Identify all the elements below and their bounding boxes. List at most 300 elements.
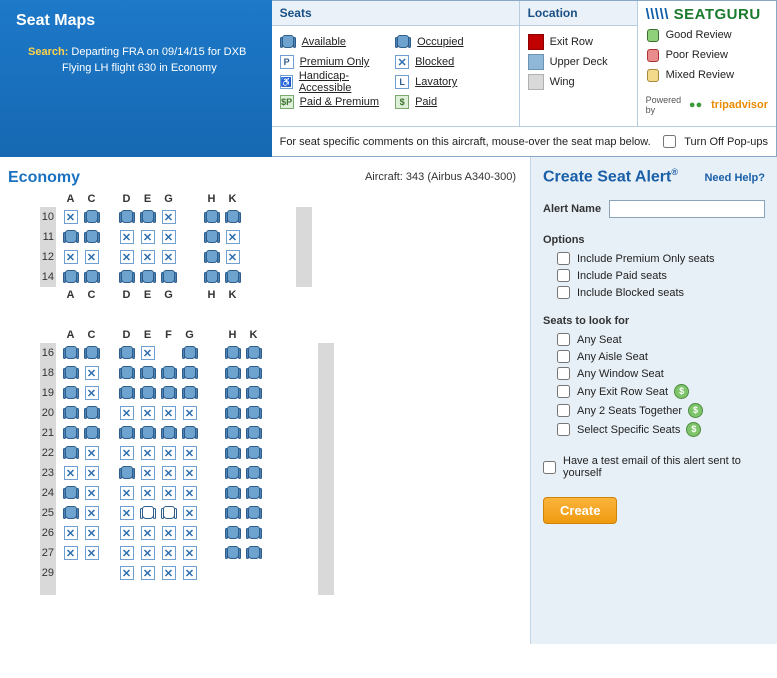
seat-cell-22G[interactable]: [179, 446, 200, 460]
seat-cell-21E[interactable]: [137, 426, 158, 440]
seat-cell-12G[interactable]: [158, 250, 179, 264]
look-option-checkbox-5[interactable]: [557, 423, 570, 436]
seat-occupied[interactable]: [63, 270, 79, 284]
seat-cell-24H[interactable]: [222, 486, 243, 500]
seat-blocked[interactable]: ✕: [85, 486, 99, 500]
seat-cell-10C[interactable]: [81, 210, 102, 224]
seat-cell-18C[interactable]: [81, 366, 102, 380]
seat-cell-23K[interactable]: [243, 466, 264, 480]
seat-occupied[interactable]: [119, 386, 135, 400]
seat-cell-20F[interactable]: [158, 406, 179, 420]
seat-blocked[interactable]: ✕: [64, 526, 78, 540]
look-option-checkbox-2[interactable]: [557, 367, 570, 380]
seat-blocked[interactable]: ✕: [162, 466, 176, 480]
seat-map-section-forward[interactable]: [28, 191, 530, 303]
seat-occupied[interactable]: [161, 366, 177, 380]
seat-cell-12E[interactable]: [137, 250, 158, 264]
seat-cell-20C[interactable]: [81, 406, 102, 420]
seat-occupied[interactable]: [84, 346, 100, 360]
seat-cell-29E[interactable]: [137, 566, 158, 580]
seat-occupied[interactable]: [140, 270, 156, 284]
seat-cell-21G[interactable]: [179, 426, 200, 440]
seat-cell-18E[interactable]: [137, 366, 158, 380]
seat-blocked[interactable]: ✕: [141, 230, 155, 244]
look-option-3[interactable]: [557, 384, 765, 399]
seat-cell-20G[interactable]: [179, 406, 200, 420]
legend-label: Exit Row: [549, 36, 593, 48]
seat-blocked[interactable]: ✕: [120, 506, 134, 520]
look-option-4[interactable]: [557, 403, 765, 418]
look-option-label-0: Any Seat: [577, 333, 622, 346]
seat-occupied[interactable]: [246, 406, 262, 420]
seat-cell-18F[interactable]: [158, 366, 179, 380]
seat-occupied[interactable]: [140, 426, 156, 440]
column-header-row: [28, 191, 530, 207]
seat-cell-20E[interactable]: [137, 406, 158, 420]
seat-blocked[interactable]: ✕: [85, 526, 99, 540]
seat-cell-16G[interactable]: [179, 346, 200, 360]
seat-cell-10A[interactable]: [60, 210, 81, 224]
seat-cell-21K[interactable]: [243, 426, 264, 440]
seat-cell-10E[interactable]: [137, 210, 158, 224]
cabin-title: Economy: [8, 169, 81, 186]
seat-row: [28, 383, 530, 403]
seat-cell-16A[interactable]: [60, 346, 81, 360]
seat-occupied[interactable]: [204, 250, 220, 264]
look-option-checkbox-1[interactable]: [557, 350, 570, 363]
seat-blocked[interactable]: ✕: [120, 486, 134, 500]
test-email-checkbox[interactable]: [543, 461, 556, 474]
seat-blocked[interactable]: ✕: [162, 526, 176, 540]
seat-blocked[interactable]: ✕: [183, 566, 197, 580]
seat-cell-19A[interactable]: [60, 386, 81, 400]
seat-cell-22F[interactable]: [158, 446, 179, 460]
seat-blocked[interactable]: ✕: [85, 506, 99, 520]
seat-cell-27A[interactable]: [60, 546, 81, 560]
seat-blocked[interactable]: ✕: [120, 566, 134, 580]
seat-cell-18D[interactable]: [116, 366, 137, 380]
row-number: 22: [41, 447, 54, 459]
seat-occupied[interactable]: [84, 270, 100, 284]
seat-occupied[interactable]: [204, 230, 220, 244]
seat-blocked[interactable]: ✕: [183, 446, 197, 460]
seat-blocked[interactable]: ✕: [183, 466, 197, 480]
seat-cell-22D[interactable]: [116, 446, 137, 460]
options-title: Options: [543, 234, 585, 247]
seat-occupied[interactable]: [204, 270, 220, 284]
seat-cell-12A[interactable]: [60, 250, 81, 264]
seat-cell-16H[interactable]: [222, 346, 243, 360]
seat-blocked[interactable]: ✕: [85, 366, 99, 380]
seat-blocked[interactable]: ✕: [141, 250, 155, 264]
seat-row: [28, 343, 530, 363]
seat-occupied[interactable]: [119, 270, 135, 284]
seat-occupied[interactable]: [246, 486, 262, 500]
seat-cell-27G[interactable]: [179, 546, 200, 560]
seat-blocked[interactable]: ✕: [183, 486, 197, 500]
search-line-1: Departing FRA on 09/14/15 for DXB: [71, 46, 247, 58]
seat-occupied[interactable]: [246, 466, 262, 480]
create-button[interactable]: Create: [543, 497, 617, 524]
seat-blocked[interactable]: ✕: [183, 406, 197, 420]
test-email-row[interactable]: [543, 455, 765, 479]
seat-blocked[interactable]: ✕: [141, 446, 155, 460]
seat-occupied[interactable]: [225, 406, 241, 420]
seat-cell-25C[interactable]: [81, 506, 102, 520]
legend-label: Upper Deck: [549, 56, 608, 68]
seat-cell-16D[interactable]: [116, 346, 137, 360]
seat-occupied[interactable]: [84, 426, 100, 440]
seat-occupied[interactable]: [204, 210, 220, 224]
seat-cell-23A[interactable]: [60, 466, 81, 480]
legend-location-header: Location: [520, 1, 637, 26]
seat-occupied[interactable]: [225, 506, 241, 520]
look-option-checkbox-3[interactable]: [557, 385, 570, 398]
option-2[interactable]: [557, 286, 765, 299]
seat-blocked[interactable]: ✕: [64, 466, 78, 480]
seat-occupied[interactable]: [119, 346, 135, 360]
seat-map-section-aft[interactable]: [28, 327, 530, 583]
seat-cell-25G[interactable]: [179, 506, 200, 520]
seat-cell-25H[interactable]: [222, 506, 243, 520]
seat-blocked[interactable]: ✕: [141, 346, 155, 360]
seat-occupied[interactable]: [119, 426, 135, 440]
seat-blocked[interactable]: ✕: [85, 386, 99, 400]
seat-occupied[interactable]: [225, 346, 241, 360]
seat-cell-14D[interactable]: [116, 270, 137, 284]
seat-occupied[interactable]: [182, 346, 198, 360]
legend-item-occupied: [395, 32, 511, 52]
option-checkbox-0[interactable]: [557, 252, 570, 265]
seat-cell-14A[interactable]: [60, 270, 81, 284]
seat-occupied[interactable]: [225, 526, 241, 540]
seat-cell-25E[interactable]: [137, 506, 158, 520]
seat-blocked[interactable]: ✕: [120, 526, 134, 540]
seat-occupied[interactable]: [140, 210, 156, 224]
seat-row: [28, 503, 530, 523]
need-help-link[interactable]: Need Help?: [704, 172, 765, 185]
seats-to-look-for-title: Seats to look for: [543, 315, 630, 328]
seat-cell-29F[interactable]: [158, 566, 179, 580]
seat-cell-19C[interactable]: [81, 386, 102, 400]
seat-occupied[interactable]: [63, 230, 79, 244]
seat-occupied[interactable]: [63, 446, 79, 460]
seat-cell-18K[interactable]: [243, 366, 264, 380]
seat-cell-21D[interactable]: [116, 426, 137, 440]
seat-occupied[interactable]: [246, 506, 262, 520]
seat-occupied[interactable]: [140, 366, 156, 380]
seat-blocked[interactable]: ✕: [162, 230, 176, 244]
seat-blocked[interactable]: ✕: [162, 446, 176, 460]
seat-cell-12C[interactable]: [81, 250, 102, 264]
seat-blocked[interactable]: ✕: [183, 506, 197, 520]
seat-cell-11G[interactable]: [158, 230, 179, 244]
column-label-C: C: [87, 289, 96, 301]
seat-occupied[interactable]: [119, 366, 135, 380]
seat-occupied[interactable]: [225, 270, 241, 284]
seat-cell-20K[interactable]: [243, 406, 264, 420]
turn-off-popups-checkbox[interactable]: [663, 135, 676, 148]
seat-cell-19D[interactable]: [116, 386, 137, 400]
look-option-label-5: Select Specific Seats: [577, 423, 681, 436]
seat-cell-26C[interactable]: [81, 526, 102, 540]
seat-cell-22K[interactable]: [243, 446, 264, 460]
seat-occupied[interactable]: [225, 366, 241, 380]
look-option-1[interactable]: [557, 350, 765, 363]
seat-blocked[interactable]: ✕: [64, 546, 78, 560]
seat-occupied[interactable]: [119, 466, 135, 480]
seat-cell-25D[interactable]: [116, 506, 137, 520]
seat-blocked[interactable]: ✕: [162, 250, 176, 264]
seat-cell-11K[interactable]: [222, 230, 243, 244]
seat-blocked[interactable]: ✕: [120, 546, 134, 560]
test-email-label: Have a test email of this alert sent to yourself: [563, 455, 741, 480]
column-label-G: G: [164, 193, 173, 205]
seat-cell-27H[interactable]: [222, 546, 243, 560]
seat-available[interactable]: [140, 506, 156, 520]
option-checkbox-2[interactable]: [557, 286, 570, 299]
seat-occupied[interactable]: [225, 546, 241, 560]
seat-blocked[interactable]: ✕: [141, 486, 155, 500]
seat-cell-25A[interactable]: [60, 506, 81, 520]
seat-cell-27K[interactable]: [243, 546, 264, 560]
seat-cell-22A[interactable]: [60, 446, 81, 460]
seat-cell-23H[interactable]: [222, 466, 243, 480]
option-0[interactable]: [557, 252, 765, 265]
legend-item-upper-deck: [528, 52, 629, 72]
seat-cell-21A[interactable]: [60, 426, 81, 440]
seat-cell-26E[interactable]: [137, 526, 158, 540]
seat-cell-22E[interactable]: [137, 446, 158, 460]
seat-blocked[interactable]: ✕: [226, 250, 240, 264]
seat-blocked[interactable]: ✕: [226, 230, 240, 244]
seat-blocked[interactable]: ✕: [162, 406, 176, 420]
seat-cell-23G[interactable]: [179, 466, 200, 480]
seat-occupied[interactable]: [246, 526, 262, 540]
seat-occupied[interactable]: [225, 446, 241, 460]
look-option-0[interactable]: [557, 333, 765, 346]
seat-cell-14H[interactable]: [201, 270, 222, 284]
seat-cell-26K[interactable]: [243, 526, 264, 540]
seat-occupied[interactable]: [225, 486, 241, 500]
seat-occupied[interactable]: [161, 270, 177, 284]
paid-feature-coin-icon: $: [688, 403, 703, 418]
option-1[interactable]: [557, 269, 765, 282]
seat-occupied[interactable]: [182, 426, 198, 440]
seat-blocked[interactable]: ✕: [141, 526, 155, 540]
seat-blocked[interactable]: ✕: [183, 546, 197, 560]
option-checkbox-1[interactable]: [557, 269, 570, 282]
seat-cell-11E[interactable]: [137, 230, 158, 244]
seat-cell-22H[interactable]: [222, 446, 243, 460]
seat-cell-26H[interactable]: [222, 526, 243, 540]
seat-occupied[interactable]: [63, 366, 79, 380]
seat-row: [28, 443, 530, 463]
seat-blocked[interactable]: ✕: [120, 446, 134, 460]
seat-cell-25F[interactable]: [158, 506, 179, 520]
row-number: 11: [42, 231, 54, 243]
seat-blocked[interactable]: ✕: [141, 406, 155, 420]
seat-cell-14E[interactable]: [137, 270, 158, 284]
seat-cell-19H[interactable]: [222, 386, 243, 400]
seat-cell-19G[interactable]: [179, 386, 200, 400]
look-option-checkbox-4[interactable]: [557, 404, 570, 417]
seatmaps-search-panel: [0, 0, 272, 157]
seat-cell-26A[interactable]: [60, 526, 81, 540]
seat-blocked[interactable]: ✕: [162, 486, 176, 500]
seat-row: [28, 247, 530, 267]
seat-cell-23F[interactable]: [158, 466, 179, 480]
seat-cell-26F[interactable]: [158, 526, 179, 540]
seat-cell-21F[interactable]: [158, 426, 179, 440]
seat-cell-27C[interactable]: [81, 546, 102, 560]
seat-cell-10K[interactable]: [222, 210, 243, 224]
seat-cell-27F[interactable]: [158, 546, 179, 560]
seat-cell-23D[interactable]: [116, 466, 137, 480]
seat-cell-11A[interactable]: [60, 230, 81, 244]
seat-cell-24K[interactable]: [243, 486, 264, 500]
seat-cell-11D[interactable]: [116, 230, 137, 244]
seat-blocked[interactable]: ✕: [85, 546, 99, 560]
seat-blocked[interactable]: ✕: [141, 566, 155, 580]
seat-cell-14K[interactable]: [222, 270, 243, 284]
seat-cell-24E[interactable]: [137, 486, 158, 500]
seat-occupied[interactable]: [182, 386, 198, 400]
seat-occupied[interactable]: [119, 210, 135, 224]
seat-cell-14C[interactable]: [81, 270, 102, 284]
seat-occupied[interactable]: [63, 506, 79, 520]
seat-cell-18H[interactable]: [222, 366, 243, 380]
seat-cell-16K[interactable]: [243, 346, 264, 360]
seat-cell-22C[interactable]: [81, 446, 102, 460]
row-number: 24: [41, 487, 54, 499]
seat-cell-21C[interactable]: [81, 426, 102, 440]
look-option-checkbox-0[interactable]: [557, 333, 570, 346]
seat-cell-20D[interactable]: [116, 406, 137, 420]
seat-occupied[interactable]: [84, 210, 100, 224]
legend-label: Mixed Review: [665, 69, 735, 81]
poor-review-icon: [646, 48, 660, 63]
seat-cell-24G[interactable]: [179, 486, 200, 500]
seat-occupied[interactable]: [140, 386, 156, 400]
alert-name-input[interactable]: [609, 200, 765, 218]
seat-cell-18G[interactable]: [179, 366, 200, 380]
seat-blocked[interactable]: ✕: [120, 250, 134, 264]
seat-occupied[interactable]: [84, 230, 100, 244]
seat-occupied[interactable]: [246, 386, 262, 400]
seat-cell-24C[interactable]: [81, 486, 102, 500]
seat-blocked[interactable]: ✕: [64, 250, 78, 264]
seat-cell-18A[interactable]: [60, 366, 81, 380]
seat-blocked[interactable]: ✕: [162, 546, 176, 560]
seat-occupied[interactable]: [63, 346, 79, 360]
seat-blocked[interactable]: ✕: [183, 526, 197, 540]
legend-item-paid-premium: [280, 92, 396, 112]
seat-cell-19F[interactable]: [158, 386, 179, 400]
seat-occupied[interactable]: [225, 466, 241, 480]
seat-cell-10H[interactable]: [201, 210, 222, 224]
seat-blocked[interactable]: ✕: [120, 406, 134, 420]
seat-cell-26D[interactable]: [116, 526, 137, 540]
seat-cell-24A[interactable]: [60, 486, 81, 500]
seat-cell-12K[interactable]: [222, 250, 243, 264]
legend-footer-note: For seat specific comments on this aircraft, mouse-over the seat map below.: [279, 135, 651, 148]
seat-occupied[interactable]: [225, 426, 241, 440]
seat-occupied[interactable]: [182, 366, 198, 380]
seat-cell-11H[interactable]: [201, 230, 222, 244]
seat-blocked[interactable]: ✕: [120, 230, 134, 244]
seat-cell-24D[interactable]: [116, 486, 137, 500]
seat-blocked[interactable]: ✕: [162, 566, 176, 580]
seat-cell-25K[interactable]: [243, 506, 264, 520]
seat-occupied[interactable]: [246, 346, 262, 360]
seat-occupied[interactable]: [246, 366, 262, 380]
seat-occupied[interactable]: [63, 406, 79, 420]
seat-cell-21H[interactable]: [222, 426, 243, 440]
seat-cell-10G[interactable]: [158, 210, 179, 224]
seat-occupied[interactable]: [84, 406, 100, 420]
seat-cell-16E[interactable]: [137, 346, 158, 360]
seat-cell-19E[interactable]: [137, 386, 158, 400]
legend-item-premium-only: [280, 52, 396, 72]
seat-blocked[interactable]: ✕: [85, 446, 99, 460]
seat-cell-27E[interactable]: [137, 546, 158, 560]
seat-cell-10D[interactable]: [116, 210, 137, 224]
seat-blocked[interactable]: ✕: [85, 250, 99, 264]
seat-blocked[interactable]: ✕: [85, 466, 99, 480]
seat-cell-27D[interactable]: [116, 546, 137, 560]
seat-occupied[interactable]: [161, 426, 177, 440]
seat-available[interactable]: [161, 506, 177, 520]
seat-available-icon: [280, 35, 296, 49]
seat-cell-12D[interactable]: [116, 250, 137, 264]
seat-occupied[interactable]: [161, 386, 177, 400]
seat-blocked[interactable]: ✕: [64, 210, 78, 224]
look-option-5[interactable]: [557, 422, 765, 437]
seat-blocked[interactable]: ✕: [162, 210, 176, 224]
seat-occupied[interactable]: [246, 546, 262, 560]
seat-cell-12H[interactable]: [201, 250, 222, 264]
wing-swatch-icon: [528, 74, 544, 90]
seat-row: [28, 423, 530, 443]
seat-occupied[interactable]: [246, 446, 262, 460]
seat-blocked[interactable]: ✕: [141, 546, 155, 560]
legend-item-mixed-review: [646, 65, 768, 85]
seat-occupied[interactable]: [225, 210, 241, 224]
seat-cell-14G[interactable]: [158, 270, 179, 284]
seat-cell-20H[interactable]: [222, 406, 243, 420]
seat-cell-24F[interactable]: [158, 486, 179, 500]
seat-cell-19K[interactable]: [243, 386, 264, 400]
seat-occupied[interactable]: [63, 486, 79, 500]
seat-cell-11C[interactable]: [81, 230, 102, 244]
legend-item-handicap: [280, 72, 396, 92]
row-number: 23: [41, 467, 54, 479]
seat-occupied[interactable]: [63, 386, 79, 400]
seat-cell-23C[interactable]: [81, 466, 102, 480]
seat-cell-29G[interactable]: [179, 566, 200, 580]
seat-occupied[interactable]: [246, 426, 262, 440]
seat-cell-26G[interactable]: [179, 526, 200, 540]
seat-occupied[interactable]: [225, 386, 241, 400]
seat-occupied[interactable]: [63, 426, 79, 440]
seat-cell-16C[interactable]: [81, 346, 102, 360]
seat-cell-29D[interactable]: [116, 566, 137, 580]
seat-cell-20A[interactable]: [60, 406, 81, 420]
seat-blocked[interactable]: ✕: [141, 466, 155, 480]
look-option-2[interactable]: [557, 367, 765, 380]
seat-cell-23E[interactable]: [137, 466, 158, 480]
